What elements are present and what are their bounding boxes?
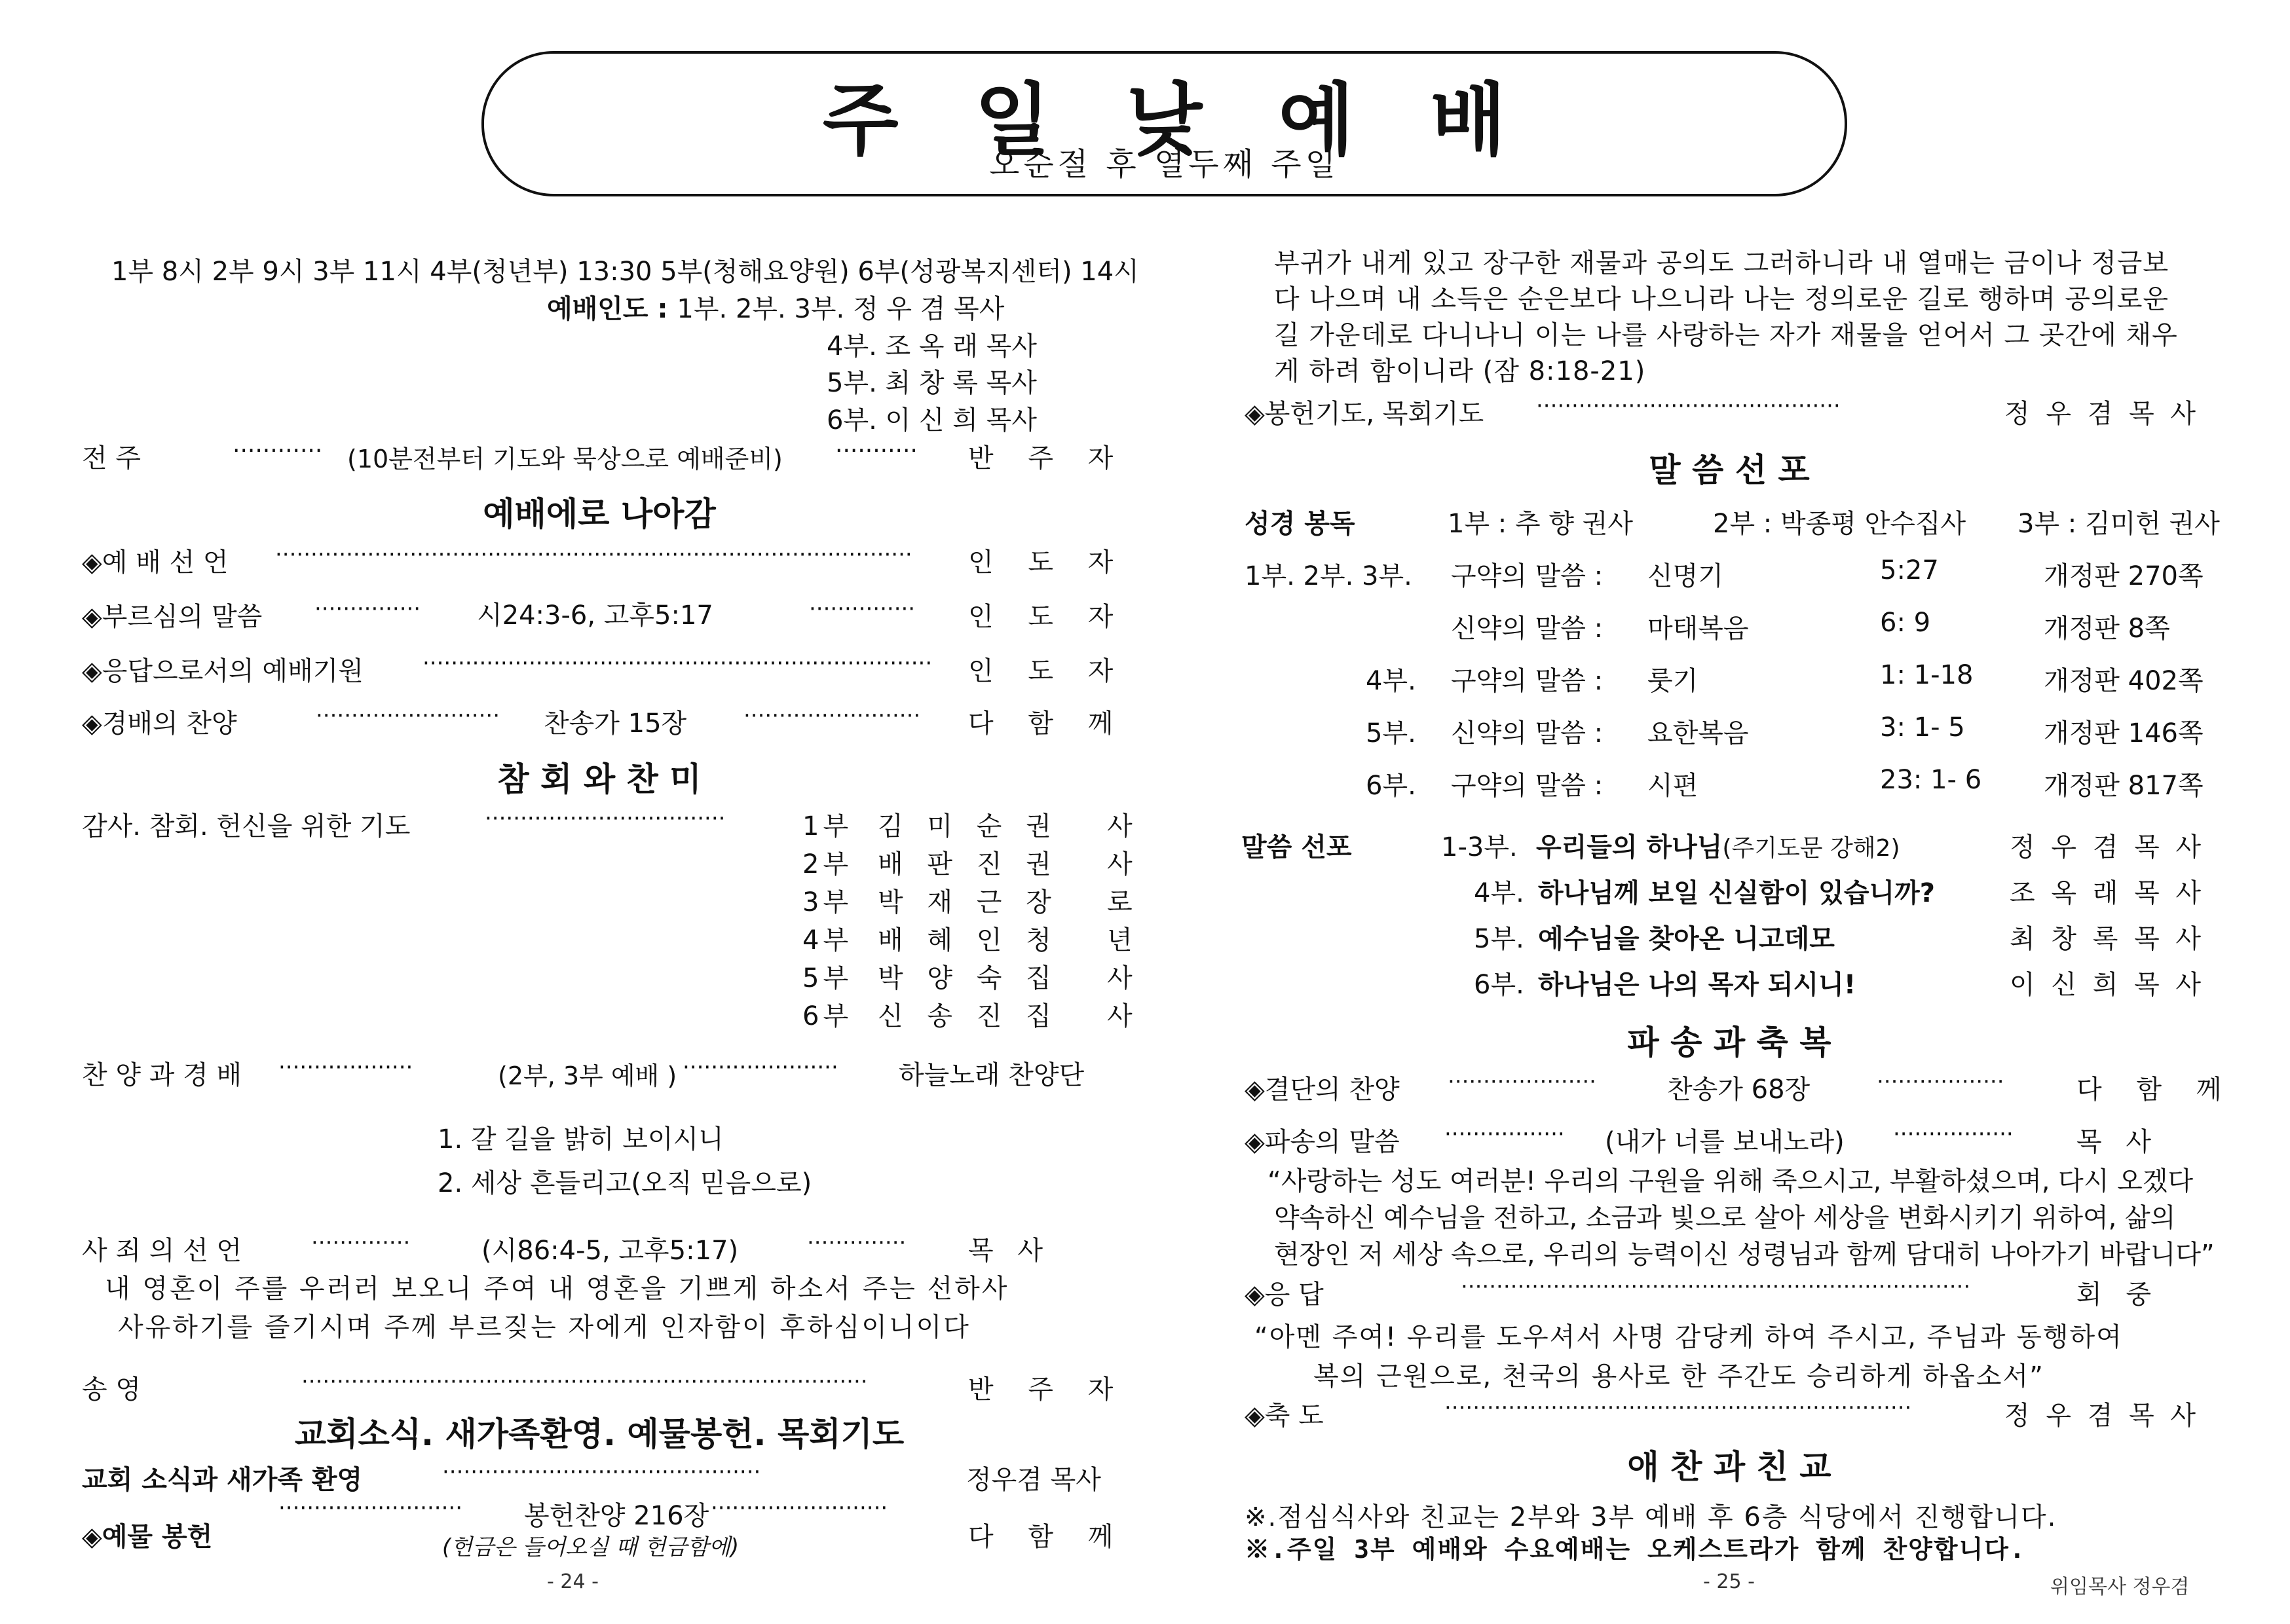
prayer-title: 년 (1107, 925, 1133, 955)
prelude-right: 반 주 자 (968, 443, 1127, 473)
absolution-text-1: 내 영혼이 주를 우러러 보오니 주여 내 영혼을 기쁘게 하소서 주는 선하사 (105, 1274, 1009, 1304)
item-praise-hymn: 찬송가 15장 (544, 709, 687, 739)
dots: ········································································ (1461, 1274, 1971, 1300)
readers-label: 성경 봉독 (1245, 509, 1355, 539)
prayer-label: 감사. 참회. 헌신을 위한 기도 (82, 811, 411, 841)
sermon-part: 4부. (1474, 878, 1524, 908)
prayer-part: 2부 (802, 849, 853, 879)
prelude-dots-1: ············ (233, 437, 323, 464)
prelude-dots-2: ··········· (835, 437, 918, 464)
sending-right: 목 사 (2076, 1127, 2159, 1157)
sending-text-2: 약속하신 예수님을 전하고, 소금과 빛으로 살아 세상을 변화시키기 위하여, 삶의 (1274, 1203, 2176, 1233)
prayer-part: 4부 (802, 925, 853, 955)
offering-prayer-right: 정 우 겸 목 사 (2004, 399, 2200, 429)
offering-right: 다 함 께 (968, 1522, 1127, 1552)
page-subtitle: 오순절 후 열두째 주일 (988, 146, 1340, 183)
dots: ··········································· (1536, 393, 1841, 419)
prayer-name: 박 재 근 장 (878, 887, 1059, 917)
offering-hymn: 봉헌찬양 216장 (524, 1501, 709, 1531)
doxology-right: 반 주 자 (968, 1375, 1127, 1405)
scripture-text-2: 다 나으며 내 소득은 순은보다 나으니라 나는 정의로운 길로 행하며 공의로운 (1274, 284, 2169, 314)
prayer-part: 1부 (802, 811, 853, 841)
leader-row-4: 6부. 이 신 희 목사 (827, 405, 1037, 435)
dots: ·························· (278, 1495, 462, 1521)
reading-kind: 구약의 말씀 : (1451, 561, 1604, 591)
sermon-title-text: 하나님은 나의 목자 되시니! (1538, 970, 1856, 1000)
reading-page: 개정판 8쪽 (2044, 614, 2170, 644)
dots: ··············· (809, 596, 916, 622)
sermon-title (1538, 918, 1835, 955)
prayer-title: 사 (1107, 963, 1133, 993)
news-right: 정우겸 목사 (966, 1465, 1101, 1495)
reading-kind: 신약의 말씀 : (1451, 614, 1604, 644)
dots: ·································································· (1444, 1395, 1912, 1421)
reading-page: 개정판 817쪽 (2044, 771, 2204, 801)
prelude-note: (10분전부터 기도와 묵상으로 예배준비) (347, 445, 783, 473)
sermon-title-text: 예수님을 찾아온 니고데모 (1538, 924, 1835, 954)
sending-label: ◈파송의 말씀 (1245, 1127, 1400, 1157)
response-label: ◈응 답 (1245, 1280, 1324, 1310)
dots: ······················ (683, 1054, 838, 1080)
sermon-preacher: 조 옥 래 목 사 (2010, 878, 2206, 908)
item-calling-word: ◈부르심의 말씀 (82, 602, 263, 632)
section-heading-news: 교회소식. 새가족환영. 예물봉헌. 목회기도 (294, 1415, 905, 1453)
dots: ·················· (1877, 1069, 2004, 1095)
response-text-1: “아멘 주여! 우리를 도우셔서 사명 감당케 하여 주시고, 주님과 동행하여 (1254, 1322, 2123, 1352)
sermon-title-text: 우리들의 하나님 (1536, 832, 1723, 862)
section-heading-approach: 예배에로 나아감 (483, 495, 716, 533)
footer-pastor: 위임목사 정우겸 (2050, 1576, 2190, 1598)
prayer-name: 배 판 진 권 (878, 849, 1059, 879)
reading-book: 신명기 (1647, 561, 1723, 591)
page-number-right: - 25 - (1703, 1570, 1755, 1593)
doxology-label: 송 영 (82, 1375, 141, 1405)
absolution-right: 목 사 (968, 1236, 1051, 1266)
reading-book: 시편 (1647, 771, 1699, 801)
leader-row-1: 예배인도 : 1부. 2부. 3부. 정 우 겸 목사 (547, 294, 1005, 324)
page-number-left: - 24 - (547, 1570, 599, 1593)
reading-kind: 신약의 말씀 : (1451, 718, 1604, 748)
sermon-subtitle: (주기도문 강해2) (1722, 835, 1900, 862)
blessing-right: 정 우 겸 목 사 (2004, 1401, 2200, 1431)
prayer-part: 3부 (802, 887, 853, 917)
offering-note: (헌금은 들어오실 때 헌금함에) (442, 1534, 740, 1560)
blessing-label: ◈축 도 (1245, 1401, 1324, 1431)
item-invocation: ◈응답으로서의 예배기원 (82, 656, 364, 686)
praise-note: (2부, 3부 예배 ) (498, 1061, 677, 1090)
note-2: ※.주일 3부 예배와 수요예배는 오케스트라가 함께 찬양합니다. (1245, 1535, 2026, 1564)
prayer-name: 김 미 순 권 (878, 811, 1059, 841)
scripture-text-4: 게 하려 함이니라 (잠 8:18-21) (1274, 356, 1646, 386)
dots: ························· (711, 1495, 888, 1521)
sermon-title (1538, 872, 1935, 910)
reading-kind: 구약의 말씀 : (1451, 771, 1604, 801)
closing-hymn: 찬송가 68장 (1667, 1075, 1811, 1105)
leader-row-3: 5부. 최 창 록 목사 (827, 368, 1037, 398)
praise-right: 하늘노래 찬양단 (899, 1060, 1085, 1090)
scripture-text-3: 길 가운데로 다니나니 이는 나를 사랑하는 자가 재물을 얻어서 그 곳간에 채우 (1274, 320, 2178, 350)
dots: ················· (1444, 1121, 1565, 1147)
sermon-preacher: 정 우 겸 목 사 (2010, 832, 2206, 862)
reading-book: 요한복음 (1647, 718, 1749, 748)
song-1: 1. 갈 길을 밝히 보이시니 (438, 1124, 724, 1154)
sermon-part: 6부. (1474, 970, 1524, 1000)
item-call-to-worship: ◈예 배 선 언 (82, 547, 229, 578)
reading-book: 마태복음 (1647, 614, 1749, 644)
reading-grp: 4부. (1366, 666, 1416, 696)
offering-prayer-label: ◈봉헌기도, 목회기도 (1245, 399, 1484, 429)
sending-text-1: “사랑하는 성도 여러분! 우리의 구원을 위해 죽으시고, 부활하셨으며, 다시 오겠다 (1267, 1166, 2194, 1196)
reading-ref: 3: 1- 5 (1880, 712, 1965, 743)
reading-grp: 1부. 2부. 3부. (1245, 561, 1412, 591)
page-title: 주 일 낮 예 배 (822, 75, 1507, 166)
absolution-label: 사 죄 의 선 언 (82, 1236, 242, 1266)
praise-label: 찬 양 과 경 배 (82, 1060, 242, 1090)
prayer-title: 사 (1107, 1001, 1133, 1031)
prayer-name: 신 송 진 집 (878, 1001, 1059, 1031)
sermon-label: 말씀 선포 (1241, 832, 1352, 862)
sermon-preacher: 최 창 록 목 사 (2010, 924, 2206, 954)
reading-page: 개정판 146쪽 (2044, 718, 2204, 748)
section-heading-repentance: 참 회 와 찬 미 (497, 760, 702, 798)
item-right: 다 함 께 (968, 709, 1127, 739)
dots: ··············· (314, 596, 421, 622)
leader-row-2: 4부. 조 옥 래 목사 (827, 331, 1037, 361)
reader-2: 2부 : 박종평 안수집사 (1713, 509, 1966, 539)
section-heading-sermon: 말 씀 선 포 (1649, 451, 1810, 489)
reading-book: 룻기 (1647, 666, 1699, 696)
item-right: 인 도 자 (968, 656, 1127, 686)
response-right: 회 중 (2076, 1280, 2159, 1310)
absolution-ref: (시86:4-5, 고후5:17) (481, 1236, 739, 1266)
sermon-part: 5부. (1474, 924, 1524, 954)
sermon-title (1538, 964, 1856, 1001)
dots: ························· (743, 703, 921, 729)
prayer-name: 박 양 숙 집 (878, 963, 1059, 993)
reading-ref: 5:27 (1880, 555, 1939, 585)
reader-1: 1부 : 추 향 권사 (1448, 509, 1633, 539)
reading-page: 개정판 402쪽 (2044, 666, 2204, 696)
dots: ·············· (311, 1230, 411, 1256)
reading-ref: 6: 9 (1880, 608, 1931, 638)
dots: ··················· (278, 1054, 413, 1080)
sermon-preacher: 이 신 희 목 사 (2010, 970, 2206, 1000)
reading-grp: 6부. (1366, 771, 1416, 801)
dots: ····················· (1448, 1069, 1596, 1095)
scripture-text-1: 부귀가 내게 있고 장구한 재물과 공의도 그러하니라 내 열매는 금이나 정금보 (1274, 248, 2169, 278)
offering-label: ◈예물 봉헌 (82, 1522, 213, 1552)
song-2: 2. 세상 흔들리고(오직 믿음으로) (438, 1168, 812, 1198)
absolution-text-2: 사유하기를 즐기시며 주께 부르짖는 자에게 인자함이 후하심이니이다 (118, 1312, 971, 1342)
sending-ref: (내가 너를 보내노라) (1605, 1127, 1845, 1157)
prayer-name: 배 혜 인 청 (878, 925, 1059, 955)
note-1: ※.점심식사와 친교는 2부와 3부 예배 후 6층 식당에서 진행합니다. (1245, 1502, 2057, 1532)
dots: ············································· (442, 1459, 761, 1485)
closing-hymn-right: 다 함 께 (2076, 1075, 2235, 1105)
dots: ········································································ (422, 650, 933, 676)
reading-grp: 5부. (1366, 718, 1416, 748)
reader-3: 3부 : 김미헌 권사 (2018, 509, 2220, 539)
prayer-title: 로 (1107, 887, 1133, 917)
sending-text-3: 현장인 저 세상 속으로, 우리의 능력이신 성령님과 함께 담대히 나아가기 바랍니다” (1274, 1240, 2215, 1270)
sermon-title (1536, 826, 1900, 864)
reading-page: 개정판 270쪽 (2044, 561, 2204, 591)
section-heading-fellowship: 애 찬 과 친 교 (1627, 1448, 1831, 1486)
item-praise: ◈경배의 찬양 (82, 709, 237, 739)
sermon-part: 1-3부. (1441, 832, 1518, 862)
dots: ·············· (807, 1230, 907, 1256)
news-label: 교회 소식과 새가족 환영 (82, 1465, 363, 1495)
closing-hymn-label: ◈결단의 찬양 (1245, 1075, 1400, 1105)
prayer-title: 사 (1107, 811, 1133, 841)
dots: ················· (1893, 1121, 2014, 1147)
prayer-part: 6부 (802, 1001, 853, 1031)
item-right: 인 도 자 (968, 602, 1127, 632)
dots: ·························· (316, 703, 500, 729)
prayer-title: 사 (1107, 849, 1133, 879)
reading-kind: 구약의 말씀 : (1451, 666, 1604, 696)
prayer-part: 5부 (802, 963, 853, 993)
service-times: 1부 8시 2부 9시 3부 11시 4부(청년부) 13:30 5부(청해요양원) 6부(성광복지센터) 14시 (111, 257, 1139, 287)
item-calling-ref: 시24:3-6, 고후5:17 (477, 600, 713, 631)
dots: ·························································································· (275, 542, 912, 568)
response-text-2: 복의 근원으로, 천국의 용사로 한 주간도 승리하게 하옵소서” (1313, 1361, 2044, 1392)
dots: ················································································ (301, 1369, 868, 1395)
reading-ref: 23: 1- 6 (1880, 765, 1982, 795)
reading-ref: 1: 1-18 (1880, 660, 1974, 690)
prelude-label: 전 주 (82, 443, 141, 473)
item-right: 인 도 자 (968, 547, 1127, 578)
dots: ·································· (485, 805, 726, 832)
section-heading-sending: 파 송 과 축 복 (1627, 1024, 1831, 1061)
sermon-title-text: 하나님께 보일 신실함이 있습니까? (1538, 878, 1935, 908)
